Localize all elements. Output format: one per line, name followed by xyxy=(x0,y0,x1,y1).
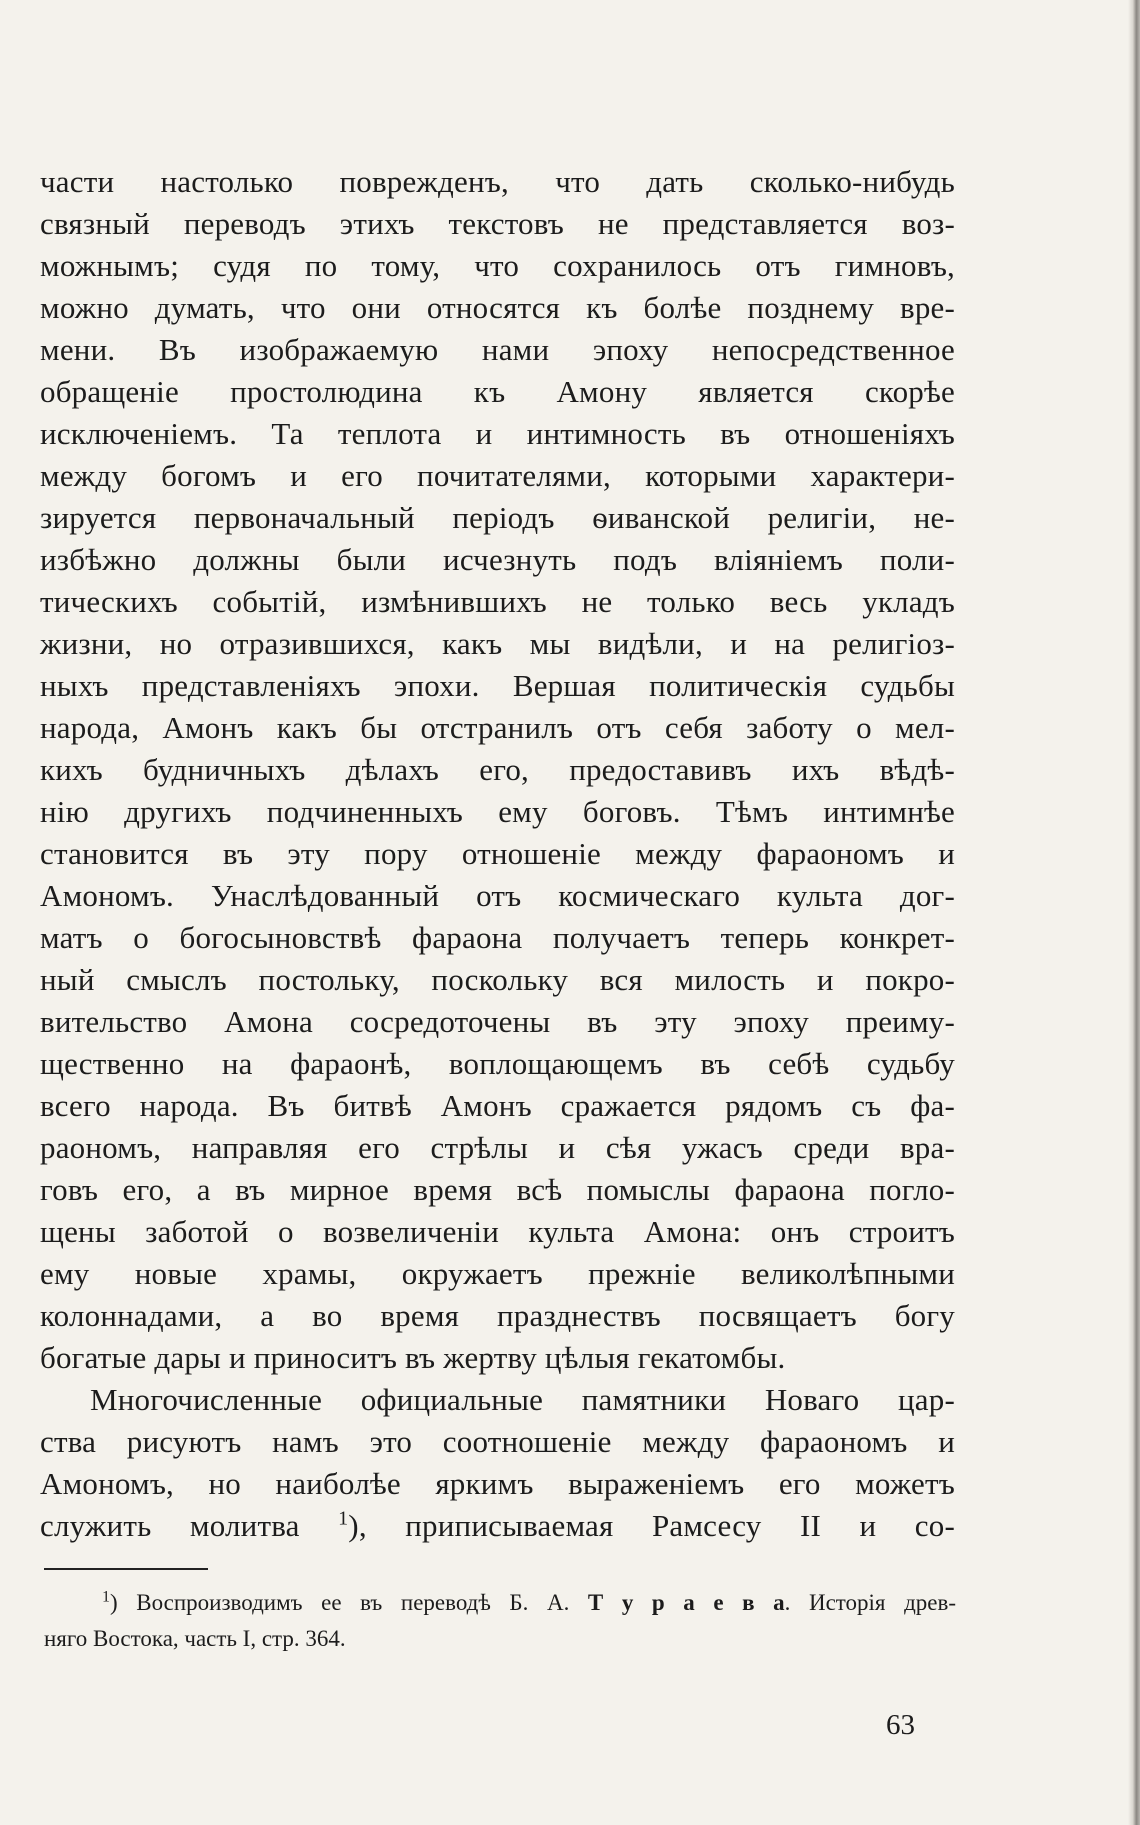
text-line: можнымъ; судя по тому, что сохранилось отъ гимновъ, xyxy=(40,248,955,283)
text-line: матъ о богосыновствѣ фараона получаетъ теперь конкрет- xyxy=(40,920,955,955)
text-line: жизни, но отразившихся, какъ мы видѣли, и на религіоз- xyxy=(40,626,955,661)
line-prefix: служить молитва xyxy=(40,1508,339,1543)
text-line: щественно на фараонѣ, воплощающемъ въ себѣ судьбу xyxy=(40,1046,955,1081)
paragraph-end-line: богатые дары и приноситъ въ жертву цѣлыя гекатомбы. xyxy=(40,1340,786,1375)
footnote-text: ) Воспроизводимъ ее въ переводѣ Б. А. xyxy=(110,1590,588,1615)
text-line: избѣжно должны были исчезнуть подъ вліяніемъ поли- xyxy=(40,542,955,577)
text-line: ства рисуютъ намъ это соотношеніе между фараономъ и xyxy=(40,1424,955,1459)
text-line: народа, Амонъ какъ бы отстранилъ отъ себя заботу о мел- xyxy=(40,710,955,745)
footnote-reference: 1 xyxy=(338,1507,349,1530)
footnote-line: няго Востока, часть I, стр. 364. xyxy=(44,1626,346,1651)
text-line: становится въ эту пору отношеніе между фараономъ и xyxy=(40,836,955,871)
text-line: зируется первоначальный періодъ ѳиванской религіи, не- xyxy=(40,500,955,535)
footnote-author: Т у р а е в а xyxy=(587,1590,785,1615)
text-line: вительство Амона сосредоточены въ эту эпоху преиму- xyxy=(40,1004,955,1039)
text-line: ему новые храмы, окружаетъ прежніе великолѣпными xyxy=(40,1256,955,1291)
text-line-with-footnote-ref xyxy=(40,1505,955,1547)
text-line: части настолько поврежденъ, что дать сколько-нибудь xyxy=(40,164,955,199)
footnote-line xyxy=(44,1585,956,1621)
text-line: колоннадами, а во время празднествъ посвящаетъ богу xyxy=(40,1298,955,1333)
page-number: 63 xyxy=(886,1709,915,1741)
main-text xyxy=(40,161,955,1547)
footnote-text-suffix: . Исторія древ- xyxy=(784,1590,957,1615)
text-line: всего народа. Въ битвѣ Амонъ сражается рядомъ съ фа- xyxy=(40,1088,955,1123)
text-line: тическихъ событій, измѣнившихъ не только весь укладъ xyxy=(40,584,955,619)
text-line: щены заботой о возвеличеніи культа Амона: онъ строитъ xyxy=(40,1214,955,1249)
text-line: Амономъ, но наиболѣе яркимъ выраженіемъ его можетъ xyxy=(40,1466,955,1501)
footnotes xyxy=(44,1585,956,1657)
text-line: исключеніемъ. Та теплота и интимность въ отношеніяхъ xyxy=(40,416,955,451)
text-line: можно думать, что они относятся къ болѣе позднему вре- xyxy=(40,290,955,325)
text-line: мени. Въ изображаемую нами эпоху непосредственное xyxy=(40,332,955,367)
text-line: раономъ, направляя его стрѣлы и сѣя ужасъ среди вра- xyxy=(40,1130,955,1165)
text-line: говъ его, а въ мирное время всѣ помыслы фараона погло- xyxy=(40,1172,955,1207)
footnote-divider xyxy=(44,1568,208,1570)
footnote-marker: 1 xyxy=(102,1588,110,1606)
text-line: кихъ будничныхъ дѣлахъ его, предоставивъ ихъ вѣдѣ- xyxy=(40,752,955,787)
text-line: ный смыслъ постольку, поскольку вся милость и покро- xyxy=(40,962,955,997)
text-line: ныхъ представленіяхъ эпохи. Вершая политическія судьбы xyxy=(40,668,955,703)
text-line: обращеніе простолюдина къ Амону является скорѣе xyxy=(40,374,955,409)
text-line: между богомъ и его почитателями, которыми характери- xyxy=(40,458,955,493)
text-line: нію другихъ подчиненныхъ ему боговъ. Тѣмъ интимнѣе xyxy=(40,794,955,829)
text-line: Амономъ. Унаслѣдованный отъ космическаго культа дог- xyxy=(40,878,955,913)
line-suffix: ), приписываемая Рамсесу II и со- xyxy=(348,1508,955,1543)
page-edge-shadow xyxy=(1128,0,1140,1825)
paragraph-start-line: Многочисленные официальные памятники Новаго цар- xyxy=(90,1382,955,1417)
text-line: связный переводъ этихъ текстовъ не представляется воз- xyxy=(40,206,955,241)
